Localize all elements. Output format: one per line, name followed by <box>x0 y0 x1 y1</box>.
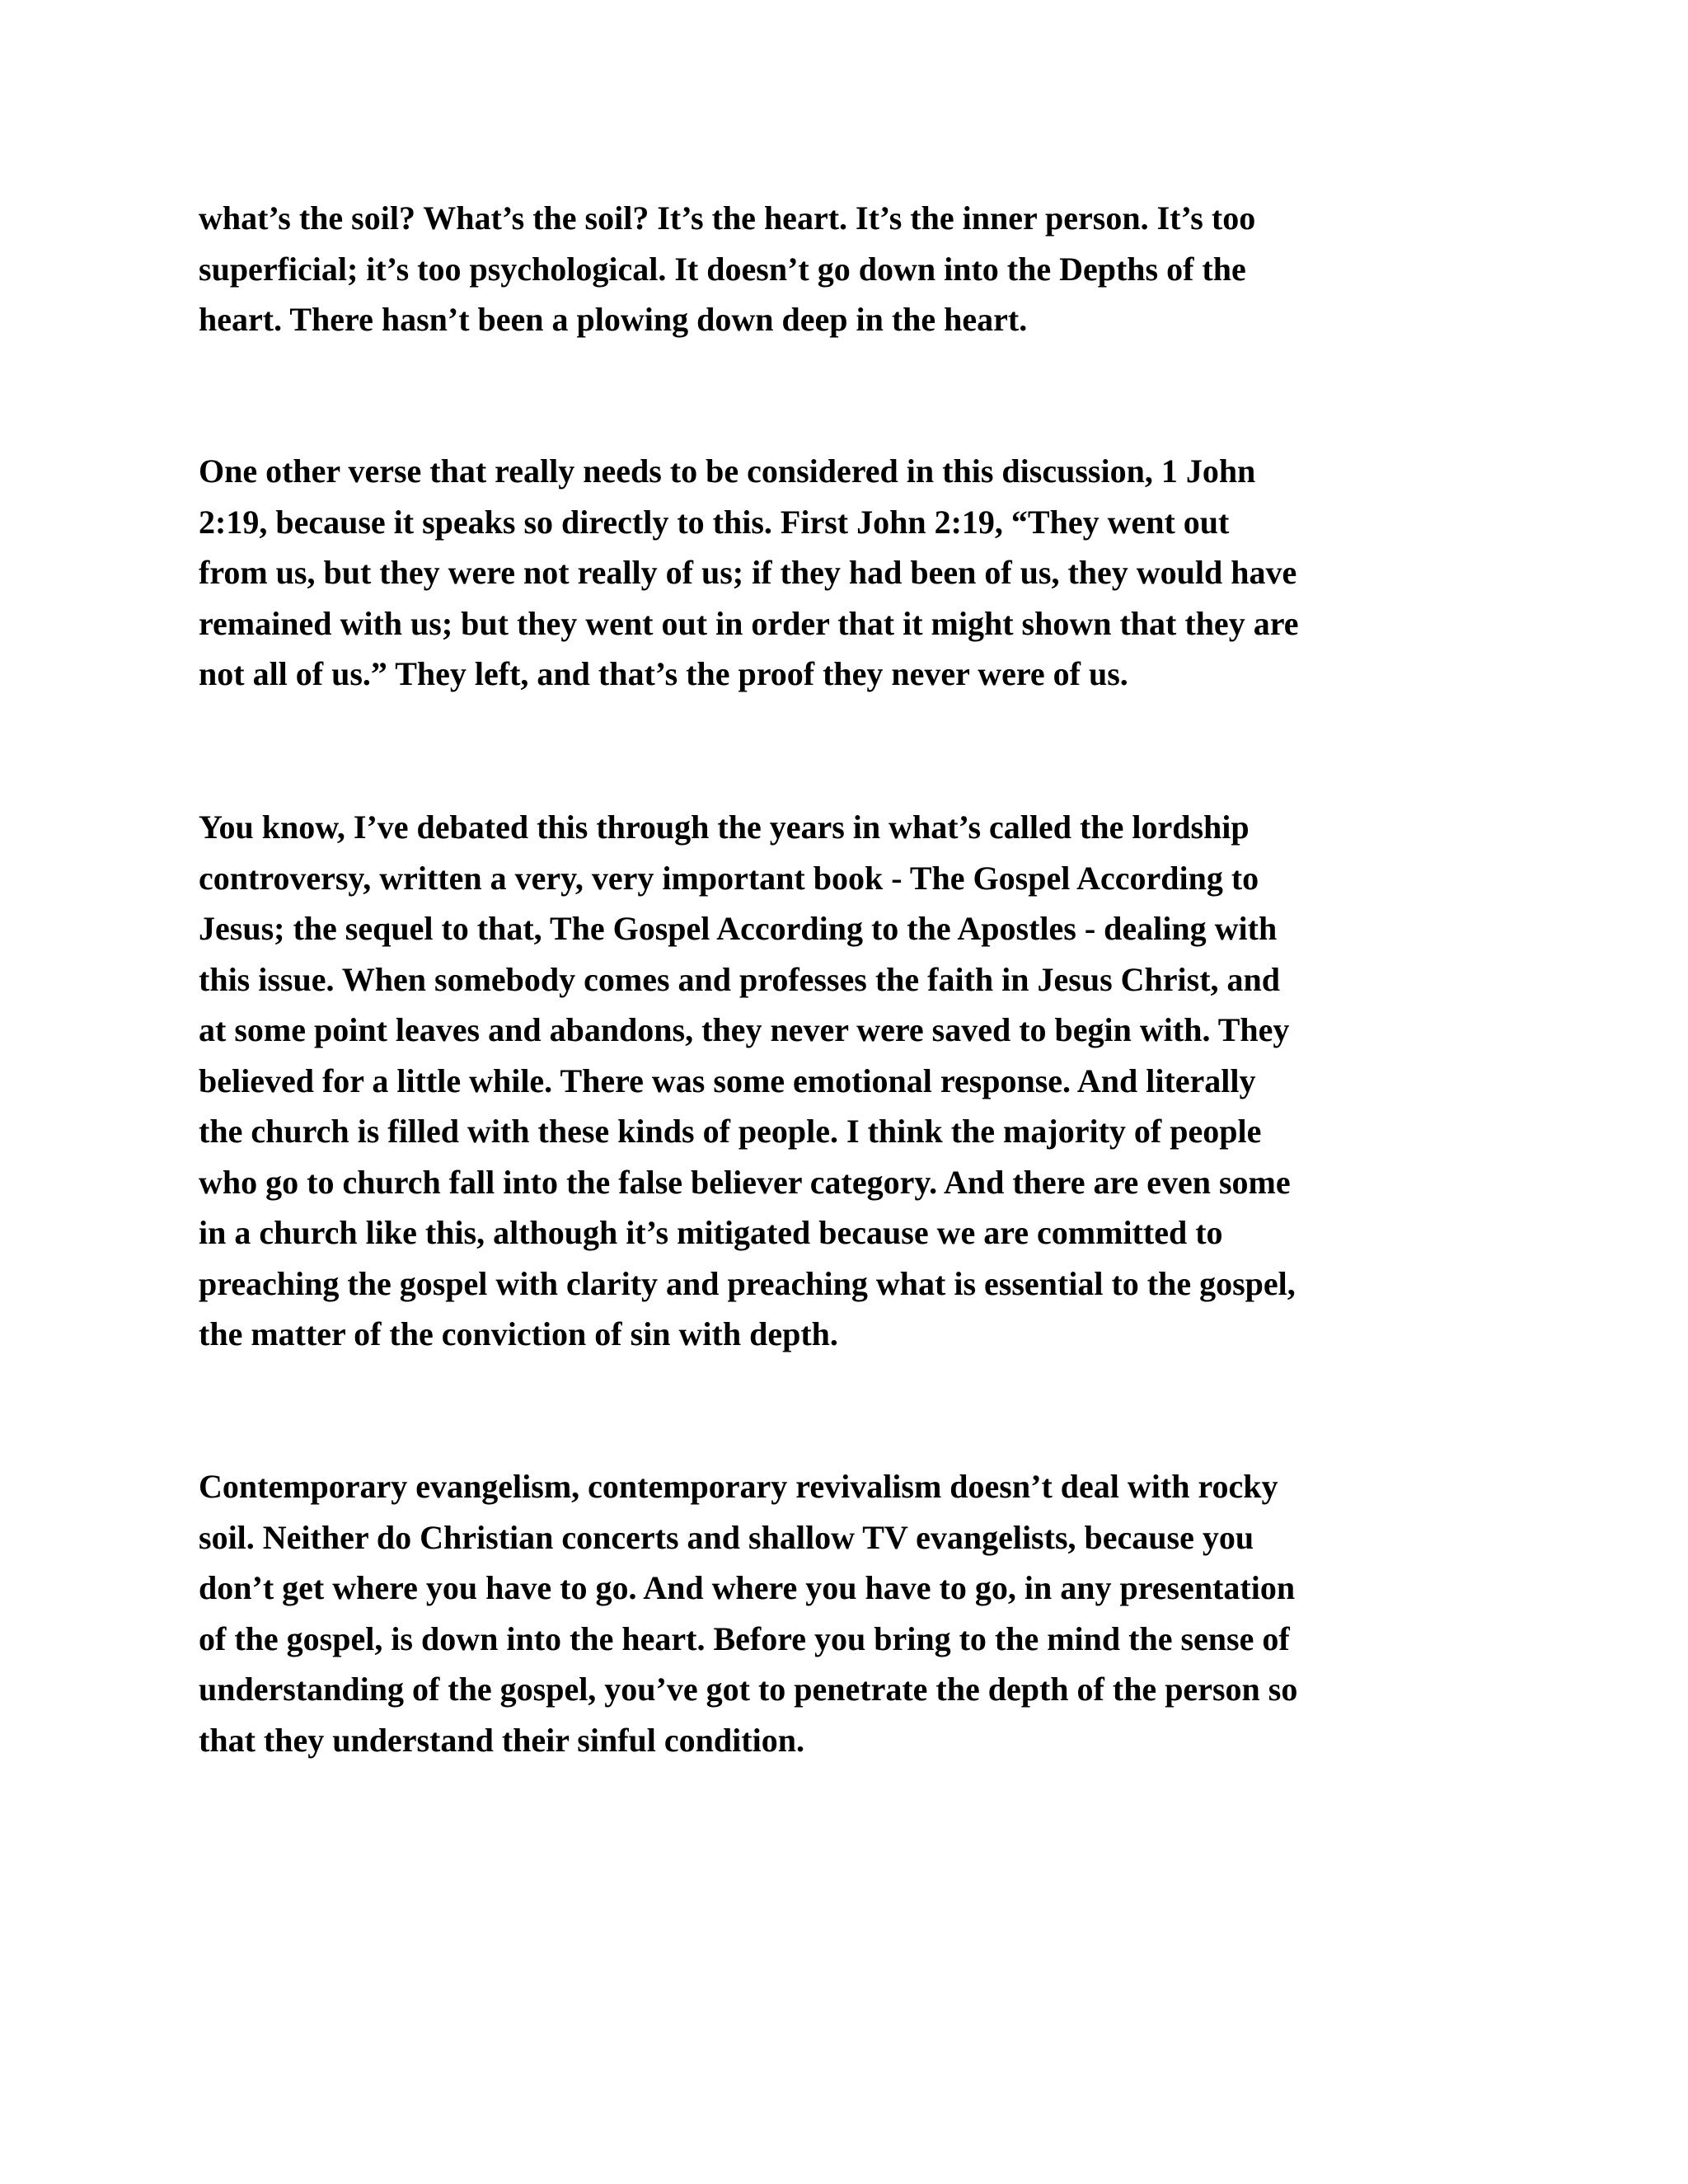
paragraph-line: Contemporary evangelism, contemporary revivalism doesn’t deal with rocky <box>199 1468 1278 1505</box>
paragraph-1 <box>199 193 1517 345</box>
paragraph-line: remained with us; but they went out in order that it might shown that they are <box>199 604 1299 642</box>
paragraph-line: 2:19, because it speaks so directly to this. First John 2:19, “They went out <box>199 503 1230 541</box>
paragraph-line: You know, I’ve debated this through the years in what’s called the lordship <box>199 808 1250 846</box>
paragraph-line: controversy, written a very, very important book - The Gospel According to <box>199 859 1259 897</box>
paragraph-line: at some point leaves and abandons, they never were saved to begin with. They <box>199 1011 1290 1048</box>
paragraph-line: believed for a little while. There was some emotional response. And literally <box>199 1062 1256 1099</box>
paragraph-line: who go to church fall into the false believer category. And there are even some <box>199 1163 1291 1201</box>
paragraph-2 <box>199 446 1517 700</box>
paragraph-4 <box>199 1461 1517 1765</box>
paragraph-line: from us, but they were not really of us; if they had been of us, they would have <box>199 554 1297 591</box>
paragraph-line: One other verse that really needs to be considered in this discussion, 1 John <box>199 452 1256 490</box>
paragraph-line: superficial; it’s too psychological. It doesn’t go down into the Depths of the <box>199 250 1246 288</box>
paragraph-line: Jesus; the sequel to that, The Gospel According to the Apostles - dealing with <box>199 910 1278 947</box>
paragraph-line: heart. There hasn’t been a plowing down deep in the heart. <box>199 301 1028 338</box>
paragraph-line: what’s the soil? What’s the soil? It’s the heart. It’s the inner person. It’s too <box>199 199 1256 237</box>
paragraph-line: the church is filled with these kinds of people. I think the majority of people <box>199 1113 1262 1150</box>
paragraph-line: understanding of the gospel, you’ve got to penetrate the depth of the person so <box>199 1671 1298 1708</box>
paragraph-line: the matter of the conviction of sin with depth. <box>199 1315 838 1352</box>
paragraph-line: don’t get where you have to go. And where you have to go, in any presentation <box>199 1569 1296 1606</box>
paragraph-line: of the gospel, is down into the heart. Before you bring to the mind the sense of <box>199 1619 1290 1657</box>
paragraph-line: that they understand their sinful condition. <box>199 1721 804 1759</box>
paragraph-line: this issue. When somebody comes and professes the faith in Jesus Christ, and <box>199 960 1281 998</box>
paragraph-line: not all of us.” They left, and that’s the proof they never were of us. <box>199 655 1128 692</box>
paragraph-line: in a church like this, although it’s mitigated because we are committed to <box>199 1214 1223 1251</box>
paragraph-3 <box>199 802 1517 1360</box>
paragraph-line: soil. Neither do Christian concerts and shallow TV evangelists, because you <box>199 1518 1254 1556</box>
paragraph-line: preaching the gospel with clarity and preaching what is essential to the gospel, <box>199 1264 1296 1302</box>
